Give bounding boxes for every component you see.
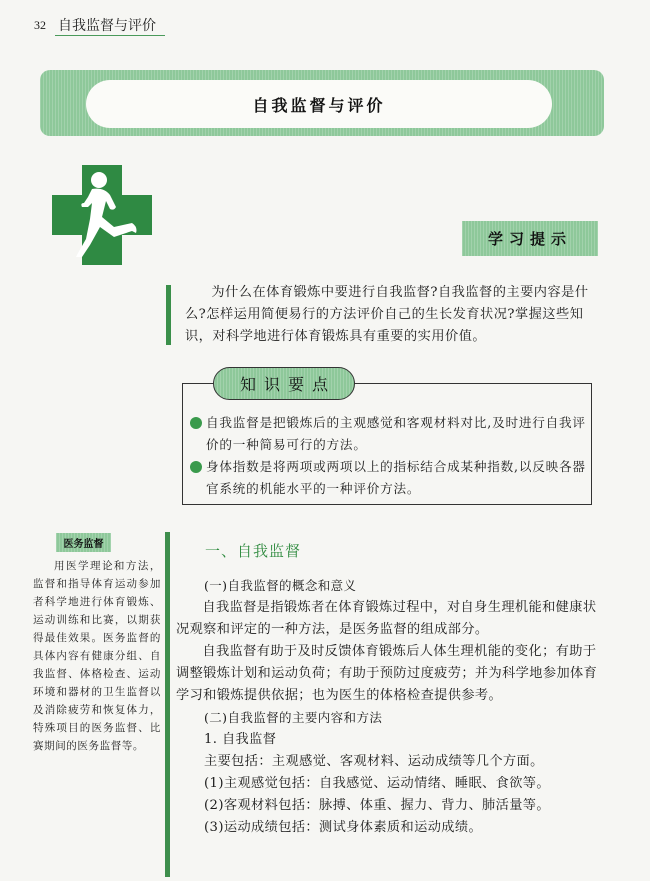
study-tip-label: 学习提示	[487, 230, 572, 248]
study-tip-text: 为什么在体育锻炼中要进行自我监督?自我监督的主要内容是什么?怎样运用简便易行的方法评价自己的生长发育状况?掌握这些知识，对科学地进行体育锻炼具有重要的实用价值。	[185, 285, 589, 344]
subheading-self-monitoring: 1. 自我监督	[204, 732, 277, 747]
knowledge-points-tab	[213, 367, 355, 400]
list-item: (1)主观感觉包括：自我感觉、运动情绪、睡眠、食欲等。	[204, 776, 550, 791]
knowledge-points-list	[190, 412, 586, 500]
page-number: 32	[34, 18, 46, 32]
green-dot-bullet-icon	[190, 461, 202, 473]
sidebar-note-tag	[56, 533, 111, 552]
knowledge-points-label: 知识要点	[239, 375, 336, 394]
chapter-title: 自我监督与评价	[252, 95, 386, 115]
section-heading: 一、自我监督	[205, 542, 302, 560]
sidebar-note-text: 用医学理论和方法，监督和指导体育运动参加者科学地进行体育锻炼、运动训练和比赛，以期获得最佳效果。医务监督的具体内容有健康分组、自我监督、体格检查、运动环境和器材的卫生监督以及消除疲劳和恢复体力，特殊项目的医务监督、比赛期间的医务监督等。	[33, 560, 161, 752]
intro-accent-bar	[166, 285, 171, 345]
section-body	[176, 575, 608, 839]
running-title: 自我监督与评价	[58, 18, 156, 34]
chapter-banner-inner	[86, 80, 552, 128]
knowledge-point: 身体指数是将两项或两项以上的指标结合成某种指数,以反映各器官系统的机能水平的一种评价方法。	[190, 456, 586, 500]
green-dot-bullet-icon	[190, 417, 202, 429]
paragraph: 自我监督有助于及时反馈体育锻炼后人体生理机能的变化；有助于调整锻炼计划和运动负荷；有助于预防过度疲劳；并为科学地参加体育学习和锻炼提供依据；也为医生的体格检查提供参考。	[176, 644, 598, 703]
paragraph: 主要包括：主观感觉、客观材料、运动成绩等几个方面。	[204, 754, 544, 769]
list-item: (3)运动成绩包括：测试身体素质和运动成绩。	[204, 820, 483, 835]
subheading-concept: (一)自我监督的概念和意义	[204, 578, 357, 593]
sidebar-divider	[165, 532, 170, 877]
list-item: (2)客观材料包括：脉搏、体重、握力、背力、肺活量等。	[204, 798, 550, 813]
knowledge-point: 自我监督是把锻炼后的主观感觉和客观材料对比,及时进行自我评价的一种简易可行的方法。	[190, 412, 586, 456]
study-tip-tag	[462, 221, 598, 256]
sidebar-note-label: 医务监督	[63, 539, 104, 550]
subheading-content: (二)自我监督的主要内容和方法	[204, 710, 383, 725]
green-medical-cross-with-runner-icon	[52, 165, 152, 265]
running-title-underline	[55, 35, 165, 36]
paragraph: 自我监督是指锻炼者在体育锻炼过程中，对自身生理机能和健康状况观察和评定的一种方法，是医务监督的组成部分。	[176, 600, 597, 637]
